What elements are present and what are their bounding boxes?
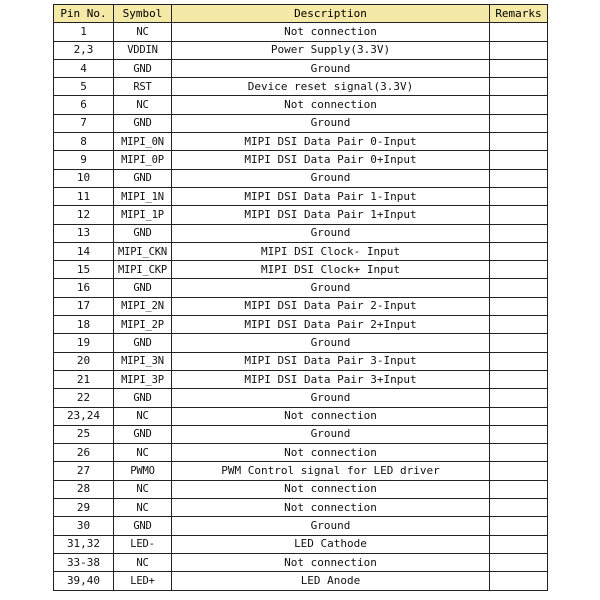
table-row — [54, 334, 548, 352]
pin-number-cell: 28 — [54, 480, 114, 498]
description-cell: MIPI DSI Data Pair 3+Input — [172, 370, 490, 388]
table-row — [54, 517, 548, 535]
table-row — [54, 279, 548, 297]
pin-number-cell: 8 — [54, 133, 114, 151]
pin-number-cell: 29 — [54, 499, 114, 517]
description-cell: MIPI DSI Data Pair 3-Input — [172, 352, 490, 370]
pin-number-cell: 4 — [54, 59, 114, 77]
description-cell: Ground — [172, 114, 490, 132]
table-row — [54, 553, 548, 571]
symbol-cell: NC — [114, 23, 172, 41]
description-cell: MIPI DSI Data Pair 1-Input — [172, 187, 490, 205]
symbol-cell: MIPI_3P — [114, 370, 172, 388]
remarks-cell — [490, 59, 548, 77]
remarks-cell — [490, 41, 548, 59]
symbol-cell: MIPI_3N — [114, 352, 172, 370]
symbol-cell: NC — [114, 480, 172, 498]
pin-number-cell: 7 — [54, 114, 114, 132]
remarks-cell — [490, 535, 548, 553]
description-cell: Ground — [172, 425, 490, 443]
table-row — [54, 499, 548, 517]
table-row — [54, 352, 548, 370]
table-row — [54, 133, 548, 151]
table-row — [54, 78, 548, 96]
table-row — [54, 535, 548, 553]
pin-number-cell: 30 — [54, 517, 114, 535]
table-row — [54, 261, 548, 279]
symbol-cell: GND — [114, 517, 172, 535]
description-cell: Not connection — [172, 23, 490, 41]
description-cell: Not connection — [172, 96, 490, 114]
description-cell: Ground — [172, 224, 490, 242]
header-remarks: Remarks — [490, 5, 548, 23]
table-row — [54, 425, 548, 443]
pin-number-cell: 18 — [54, 316, 114, 334]
table-row — [54, 59, 548, 77]
remarks-cell — [490, 572, 548, 590]
description-cell: Device reset signal(3.3V) — [172, 78, 490, 96]
remarks-cell — [490, 187, 548, 205]
remarks-cell — [490, 444, 548, 462]
remarks-cell — [490, 96, 548, 114]
symbol-cell: MIPI_CKN — [114, 242, 172, 260]
description-cell: MIPI DSI Data Pair 2-Input — [172, 297, 490, 315]
symbol-cell: GND — [114, 59, 172, 77]
symbol-cell: LED+ — [114, 572, 172, 590]
pin-number-cell: 21 — [54, 370, 114, 388]
symbol-cell: GND — [114, 169, 172, 187]
remarks-cell — [490, 279, 548, 297]
symbol-cell: MIPI_0N — [114, 133, 172, 151]
symbol-cell: MIPI_2N — [114, 297, 172, 315]
symbol-cell: GND — [114, 114, 172, 132]
pin-number-cell: 1 — [54, 23, 114, 41]
pin-number-cell: 19 — [54, 334, 114, 352]
description-cell: Not connection — [172, 499, 490, 517]
symbol-cell: MIPI_CKP — [114, 261, 172, 279]
pin-number-cell: 27 — [54, 462, 114, 480]
description-cell: Not connection — [172, 480, 490, 498]
table-body — [54, 23, 548, 590]
symbol-cell: GND — [114, 334, 172, 352]
remarks-cell — [490, 78, 548, 96]
symbol-cell: NC — [114, 96, 172, 114]
remarks-cell — [490, 206, 548, 224]
remarks-cell — [490, 334, 548, 352]
remarks-cell — [490, 261, 548, 279]
header-row — [54, 5, 548, 23]
table-row — [54, 187, 548, 205]
table-row — [54, 96, 548, 114]
table-row — [54, 572, 548, 590]
symbol-cell: MIPI_1P — [114, 206, 172, 224]
header-symbol: Symbol — [114, 5, 172, 23]
symbol-cell: LED- — [114, 535, 172, 553]
pin-number-cell: 31,32 — [54, 535, 114, 553]
table-row — [54, 169, 548, 187]
pin-number-cell: 23,24 — [54, 407, 114, 425]
pin-number-cell: 12 — [54, 206, 114, 224]
symbol-cell: GND — [114, 389, 172, 407]
header-description: Description — [172, 5, 490, 23]
table-row — [54, 480, 548, 498]
table-row — [54, 389, 548, 407]
symbol-cell: RST — [114, 78, 172, 96]
remarks-cell — [490, 517, 548, 535]
description-cell: Ground — [172, 334, 490, 352]
remarks-cell — [490, 389, 548, 407]
description-cell: LED Anode — [172, 572, 490, 590]
pin-definition-table — [53, 4, 548, 591]
symbol-cell: GND — [114, 224, 172, 242]
pin-number-cell: 9 — [54, 151, 114, 169]
description-cell: Ground — [172, 279, 490, 297]
pin-number-cell: 11 — [54, 187, 114, 205]
pin-number-cell: 22 — [54, 389, 114, 407]
description-cell: LED Cathode — [172, 535, 490, 553]
pin-number-cell: 39,40 — [54, 572, 114, 590]
description-cell: PWM Control signal for LED driver — [172, 462, 490, 480]
symbol-cell: PWMO — [114, 462, 172, 480]
description-cell: MIPI DSI Data Pair 0+Input — [172, 151, 490, 169]
symbol-cell: NC — [114, 444, 172, 462]
pin-number-cell: 5 — [54, 78, 114, 96]
remarks-cell — [490, 407, 548, 425]
pin-number-cell: 20 — [54, 352, 114, 370]
symbol-cell: NC — [114, 407, 172, 425]
remarks-cell — [490, 370, 548, 388]
pin-number-cell: 26 — [54, 444, 114, 462]
table-row — [54, 370, 548, 388]
remarks-cell — [490, 151, 548, 169]
description-cell: Power Supply(3.3V) — [172, 41, 490, 59]
symbol-cell: MIPI_1N — [114, 187, 172, 205]
description-cell: Ground — [172, 517, 490, 535]
description-cell: MIPI DSI Data Pair 0-Input — [172, 133, 490, 151]
symbol-cell: MIPI_2P — [114, 316, 172, 334]
pin-number-cell: 6 — [54, 96, 114, 114]
table-row — [54, 206, 548, 224]
remarks-cell — [490, 224, 548, 242]
pin-number-cell: 14 — [54, 242, 114, 260]
pin-number-cell: 15 — [54, 261, 114, 279]
pin-number-cell: 25 — [54, 425, 114, 443]
pin-number-cell: 16 — [54, 279, 114, 297]
remarks-cell — [490, 297, 548, 315]
remarks-cell — [490, 553, 548, 571]
pin-number-cell: 10 — [54, 169, 114, 187]
remarks-cell — [490, 352, 548, 370]
description-cell: Not connection — [172, 407, 490, 425]
symbol-cell: VDDIN — [114, 41, 172, 59]
symbol-cell: GND — [114, 425, 172, 443]
remarks-cell — [490, 499, 548, 517]
remarks-cell — [490, 316, 548, 334]
remarks-cell — [490, 242, 548, 260]
remarks-cell — [490, 114, 548, 132]
table-row — [54, 224, 548, 242]
description-cell: Ground — [172, 169, 490, 187]
table-row — [54, 297, 548, 315]
description-cell: MIPI DSI Clock+ Input — [172, 261, 490, 279]
description-cell: MIPI DSI Clock- Input — [172, 242, 490, 260]
table-row — [54, 151, 548, 169]
remarks-cell — [490, 169, 548, 187]
table-row — [54, 242, 548, 260]
remarks-cell — [490, 133, 548, 151]
remarks-cell — [490, 23, 548, 41]
description-cell: MIPI DSI Data Pair 2+Input — [172, 316, 490, 334]
pin-number-cell: 2,3 — [54, 41, 114, 59]
description-cell: MIPI DSI Data Pair 1+Input — [172, 206, 490, 224]
description-cell: Ground — [172, 59, 490, 77]
remarks-cell — [490, 462, 548, 480]
table-row — [54, 114, 548, 132]
description-cell: Ground — [172, 389, 490, 407]
table-row — [54, 41, 548, 59]
table-header — [54, 5, 548, 23]
pin-number-cell: 17 — [54, 297, 114, 315]
table-row — [54, 462, 548, 480]
table-row — [54, 316, 548, 334]
pin-number-cell: 13 — [54, 224, 114, 242]
description-cell: Not connection — [172, 553, 490, 571]
pin-number-cell: 33-38 — [54, 553, 114, 571]
description-cell: Not connection — [172, 444, 490, 462]
symbol-cell: NC — [114, 553, 172, 571]
remarks-cell — [490, 480, 548, 498]
header-pin-no: Pin No. — [54, 5, 114, 23]
table-row — [54, 407, 548, 425]
table-row — [54, 23, 548, 41]
symbol-cell: NC — [114, 499, 172, 517]
symbol-cell: MIPI_0P — [114, 151, 172, 169]
remarks-cell — [490, 425, 548, 443]
symbol-cell: GND — [114, 279, 172, 297]
table-row — [54, 444, 548, 462]
